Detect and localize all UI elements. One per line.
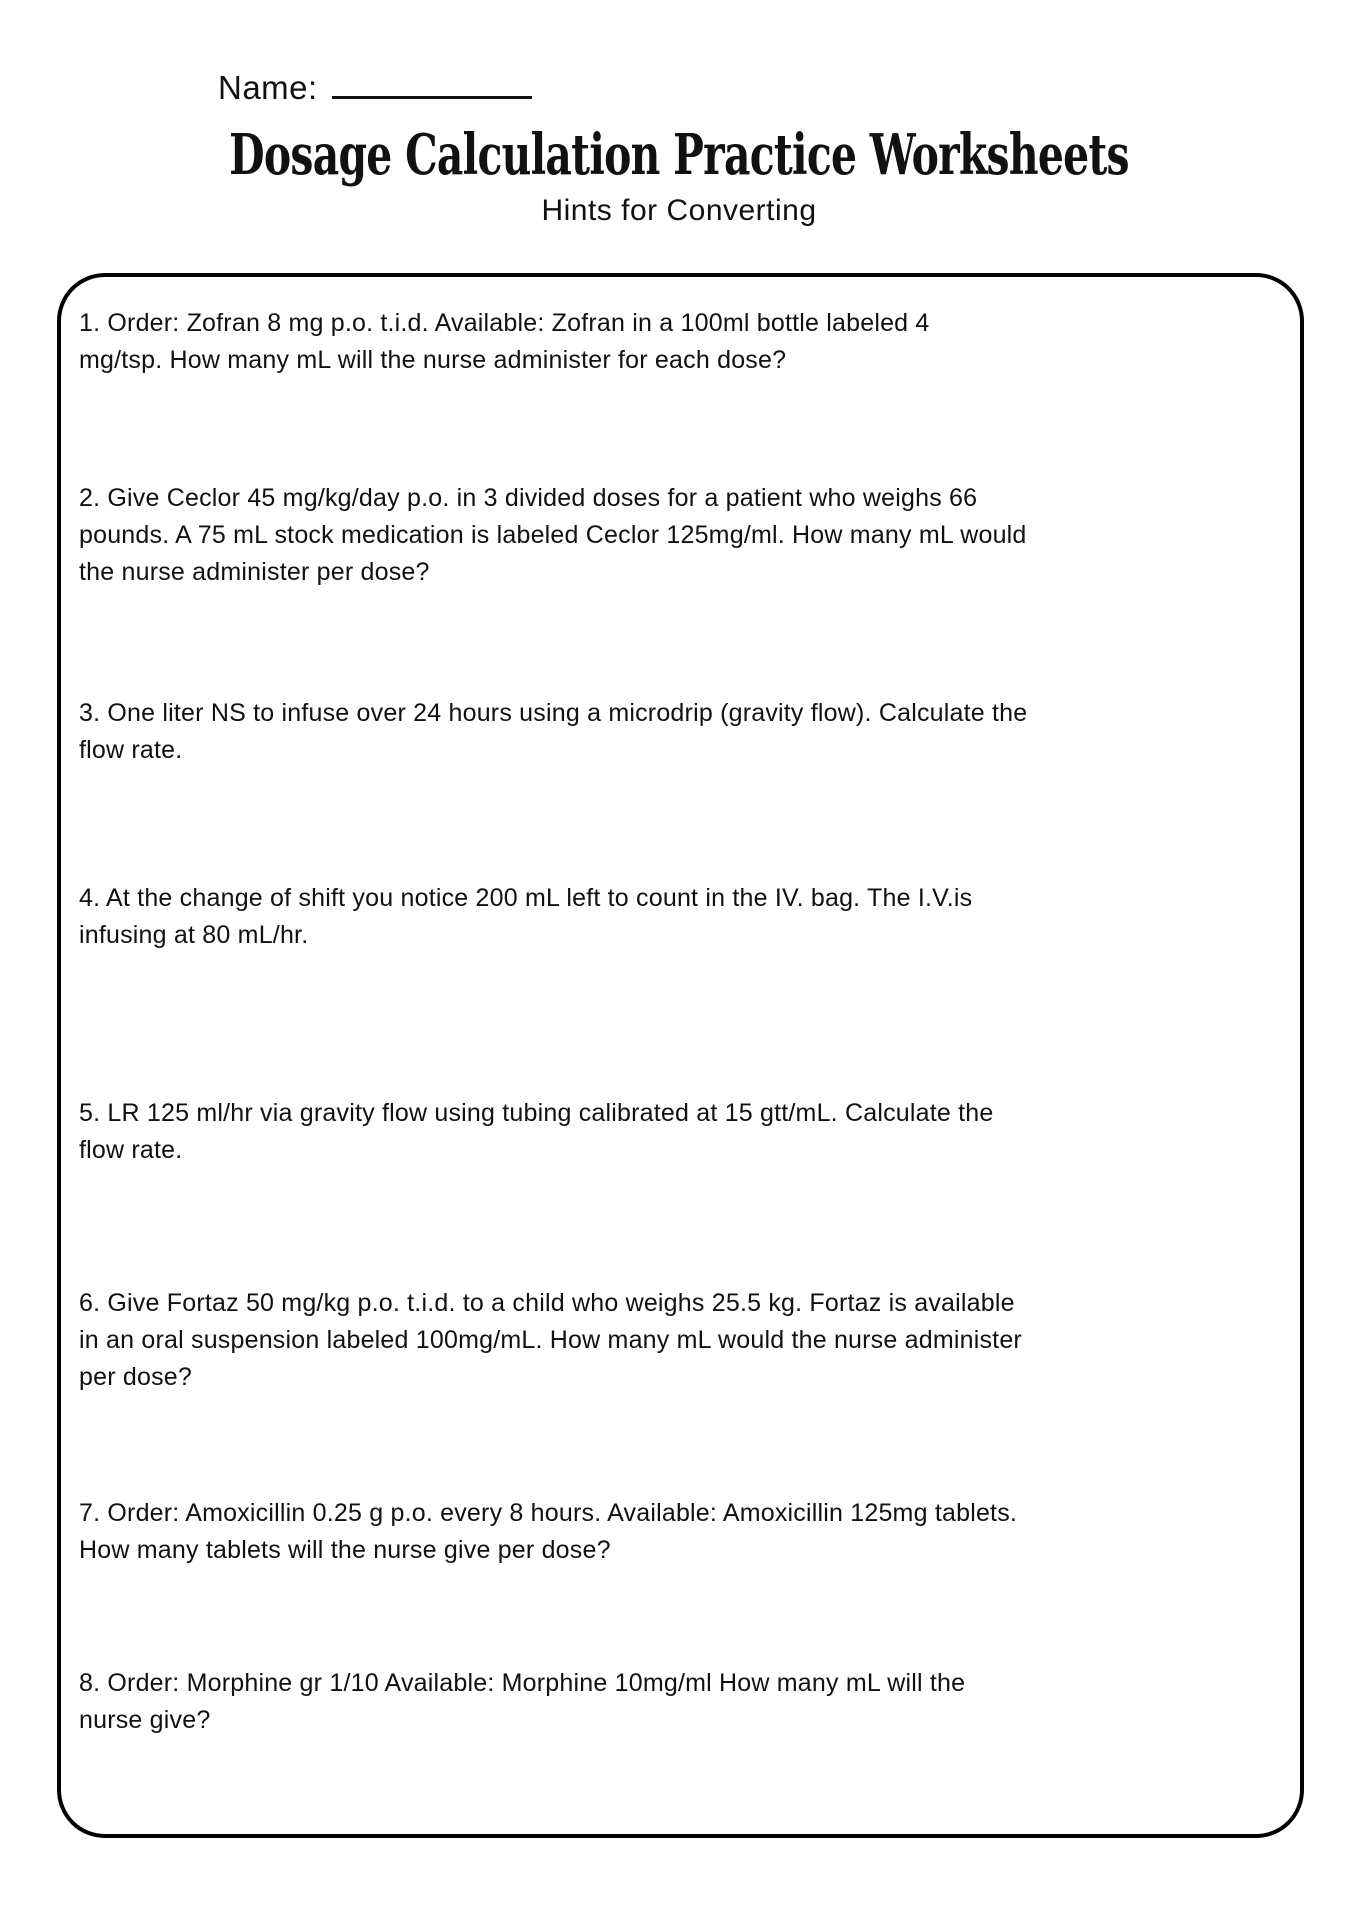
- question-line: 7. Order: Amoxicillin 0.25 g p.o. every 8 hours. Available: Amoxicillin 125mg tablets.: [79, 1499, 1018, 1527]
- question-line: 2. Give Ceclor 45 mg/kg/day p.o. in 3 divided doses for a patient who weighs 66: [79, 484, 978, 512]
- question-line: flow rate.: [79, 1136, 183, 1164]
- question-item: [79, 695, 1282, 769]
- question-line: 6. Give Fortaz 50 mg/kg p.o. t.i.d. to a child who weighs 25.5 kg. Fortaz is available: [79, 1289, 1015, 1317]
- question-line: the nurse administer per dose?: [79, 558, 430, 586]
- question-line: nurse give?: [79, 1706, 211, 1734]
- question-line: 4. At the change of shift you notice 200 mL left to count in the IV. bag. The I.V.is: [79, 884, 973, 912]
- question-line: 1. Order: Zofran 8 mg p.o. t.i.d. Available: Zofran in a 100ml bottle labeled 4: [79, 309, 930, 337]
- question-item: [79, 480, 1282, 591]
- question-item: [79, 1665, 1282, 1739]
- question-item: [79, 1495, 1282, 1569]
- questions-box: [57, 273, 1304, 1838]
- question-line: 5. LR 125 ml/hr via gravity flow using tubing calibrated at 15 gtt/mL. Calculate the: [79, 1099, 994, 1127]
- page-title: Dosage Calculation Practice Worksheets: [229, 122, 1129, 188]
- question-line: flow rate.: [79, 736, 183, 764]
- question-item: [79, 305, 1282, 379]
- name-row: [218, 62, 532, 107]
- name-label: Name:: [218, 69, 318, 106]
- questions: [61, 277, 1300, 1739]
- question-line: mg/tsp. How many mL will the nurse administer for each dose?: [79, 346, 787, 374]
- name-blank-line: [332, 62, 532, 99]
- question-line: in an oral suspension labeled 100mg/mL. How many mL would the nurse administer: [79, 1326, 1022, 1354]
- question-line: How many tablets will the nurse give per dose?: [79, 1536, 611, 1564]
- question-item: [79, 1285, 1282, 1396]
- question-item: [79, 880, 1282, 954]
- question-line: per dose?: [79, 1363, 192, 1391]
- question-line: 3. One liter NS to infuse over 24 hours using a microdrip (gravity flow). Calculate the: [79, 699, 1028, 727]
- page-subtitle: Hints for Converting: [541, 194, 817, 227]
- question-line: infusing at 80 mL/hr.: [79, 921, 309, 949]
- question-item: [79, 1095, 1282, 1169]
- question-line: 8. Order: Morphine gr 1/10 Available: Morphine 10mg/ml How many mL will the: [79, 1669, 966, 1697]
- question-line: pounds. A 75 mL stock medication is labeled Ceclor 125mg/ml. How many mL would: [79, 521, 1027, 549]
